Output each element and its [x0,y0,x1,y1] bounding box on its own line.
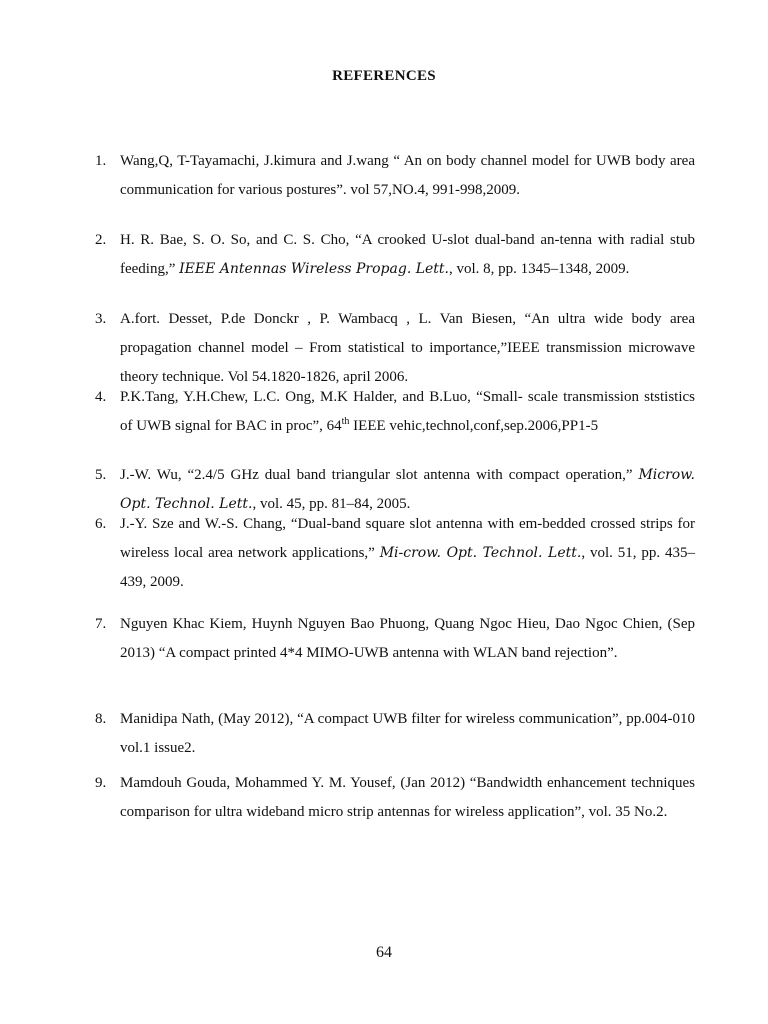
journal-name: Microw. Opt. Technol. Lett. [120,467,695,512]
journal-name: Mi-crow. Opt. Technol. Lett. [379,545,582,561]
reference-text: Mamdouh Gouda, Mohammed Y. M. Yousef, (Jan 2012) “Bandwidth enhancement techniques comparison for ultra wideband micro strip antennas for wireless application”, vol. 35 No.2. [120,775,695,820]
superscript: th [341,416,350,427]
reference-item [95,769,695,827]
reference-text: J.-Y. Sze and W.-S. Chang, “Dual-band square slot antenna with em-bedded crossed strips for wireless local area network applications,” Mi-crow. Opt. Technol. Lett., vol. 51, pp. 435–439, 2009. [120,516,696,590]
reference-item [95,510,695,597]
reference-text: Manidipa Nath, (May 2012), “A compact UWB filter for wireless communication”, pp.004-010 vol.1 issue2. [120,711,695,756]
reference-item [95,610,695,668]
reference-number: 9. [95,775,107,791]
reference-number: 6. [95,516,107,532]
reference-number: 8. [95,711,107,727]
reference-number: 5. [95,467,107,483]
reference-number: 7. [95,616,107,632]
journal-name: IEEE Antennas Wireless Propag. Lett. [179,261,450,277]
reference-number: 4. [95,389,107,405]
page-title: REFERENCES [332,68,436,84]
reference-text: A.fort. Desset, P.de Donckr , P. Wambacq , L. Van Biesen, “An ultra wide body area propagation channel model – From statistical to importance,”IEEE transmission microwave theory technique. Vol 54.1820-1826, april 2006. [120,311,695,385]
reference-text: Nguyen Khac Kiem, Huynh Nguyen Bao Phuong, Quang Ngoc Hieu, Dao Ngoc Chien, (Sep 2013) “A compact printed 4*4 MIMO-UWB antenna with WLAN band rejection”. [120,616,695,661]
reference-item [95,147,695,205]
reference-text: J.-W. Wu, “2.4/5 GHz dual band triangular slot antenna with compact operation,” Microw. Opt. Technol. Lett., vol. 45, pp. 81–84, 2005. [120,467,695,512]
reference-text: Wang,Q, T-Tayamachi, J.kimura and J.wang “ An on body channel model for UWB body area communication for various postures”. vol 57,NO.4, 991-998,2009. [120,153,695,198]
reference-item [95,305,695,392]
reference-number: 3. [95,311,107,327]
page-number: 64 [376,944,392,961]
reference-text: H. R. Bae, S. O. So, and C. S. Cho, “A crooked U-slot dual-band an-tenna with radial stub feeding,” IEEE Antennas Wireless Propag. Lett., vol. 8, pp. 1345–1348, 2009. [120,232,695,277]
reference-item [95,705,695,763]
reference-item [95,226,695,284]
reference-item [95,383,695,441]
reference-number: 2. [95,232,107,248]
reference-text: P.K.Tang, Y.H.Chew, L.C. Ong, M.K Halder, and B.Luo, “Small- scale transmission ststistics of UWB signal for BAC in proc”, 64th IEEE vehic,technol,conf,sep.2006,PP1-5 [120,389,695,434]
reference-number: 1. [95,153,107,169]
